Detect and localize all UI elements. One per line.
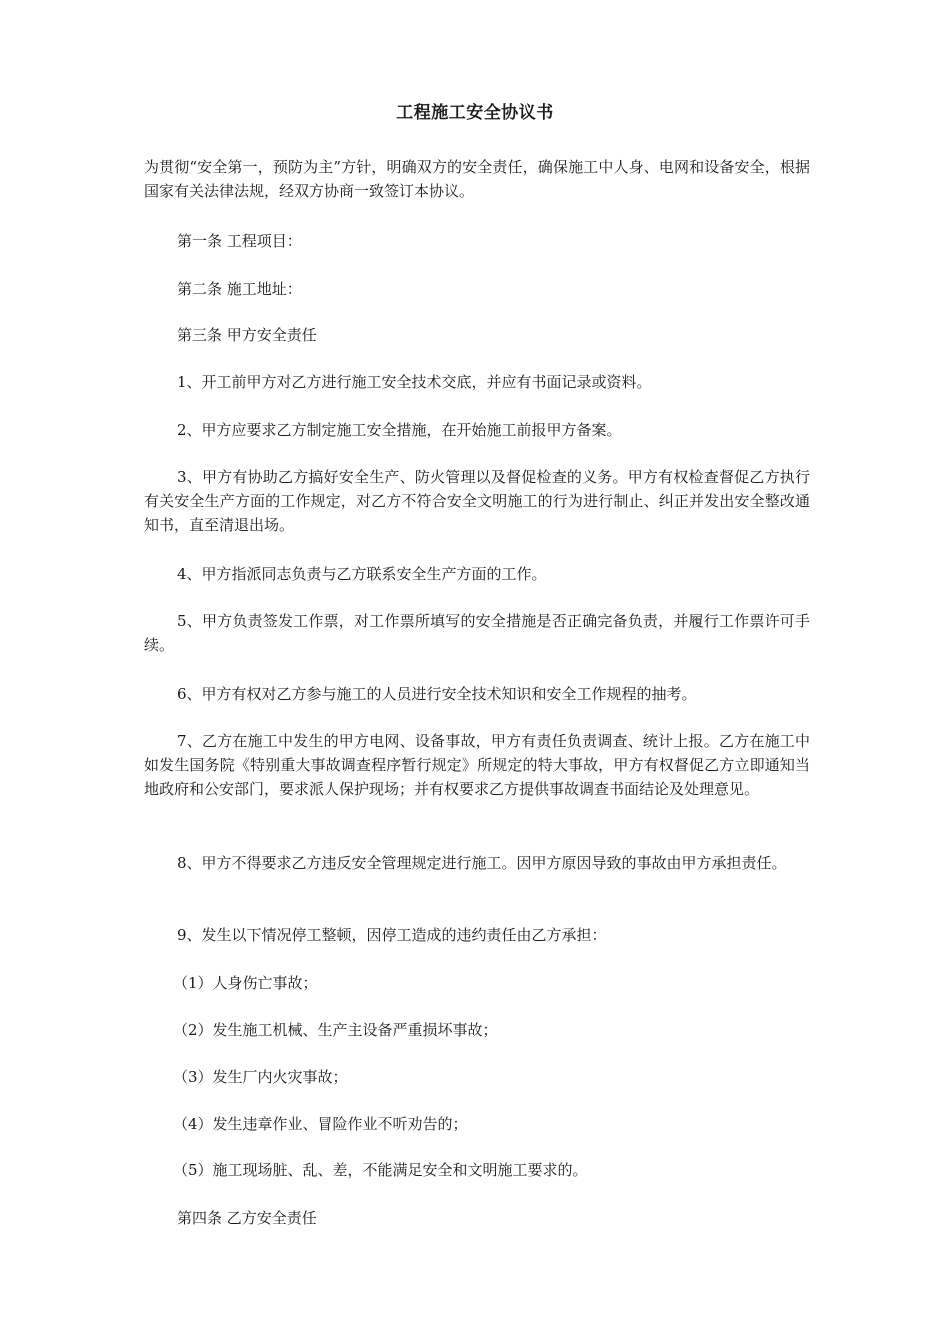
sub-item-1: （1）人身伤亡事故；: [173, 974, 318, 992]
clause-1: 1、开工前甲方对乙方进行施工安全技术交底，并应有书面记录或资料。: [177, 373, 652, 391]
sub-item-4: （4）发生违章作业、冒险作业不听劝告的；: [173, 1115, 468, 1133]
sub-item-5: （5）施工现场脏、乱、差，不能满足安全和文明施工要求的。: [173, 1161, 588, 1179]
sub-item-2: （2）发生施工机械、生产主设备严重损坏事故；: [173, 1021, 498, 1039]
intro-paragraph: 为贯彻“安全第一，预防为主”方针，明确双方的安全责任，确保施工中人身、电网和设备安全，根据国家有关法律法规，经双方协商一致签订本协议。: [144, 158, 810, 200]
clause-9: 9、发生以下情况停工整顿，因停工造成的违约责任由乙方承担：: [177, 926, 607, 944]
article-2: 第二条 施工地址：: [177, 280, 302, 298]
clause-4: 4、甲方指派同志负责与乙方联系安全生产方面的工作。: [177, 565, 547, 583]
sub-item-3: （3）发生厂内火灾事故；: [173, 1068, 348, 1086]
clause-5: 5、甲方负责签发工作票，对工作票所填写的安全措施是否正确完备负责，并履行工作票许可手续。: [144, 612, 810, 654]
article-3-heading: 第三条 甲方安全责任: [177, 326, 317, 344]
clause-2: 2、甲方应要求乙方制定施工安全措施，在开始施工前报甲方备案。: [177, 421, 622, 439]
clause-6: 6、甲方有权对乙方参与施工的人员进行安全技术知识和安全工作规程的抽考。: [177, 685, 697, 703]
document-title: 工程施工安全协议书: [396, 103, 554, 123]
clause-7: 7、乙方在施工中发生的甲方电网、设备事故，甲方有责任负责调查、统计上报。乙方在施工中如发生国务院《特别重大事故调查程序暂行规定》所规定的特大事故，甲方有权督促乙方立即通知当地政府和公安部门，要求派人保护现场；并有权要求乙方提供事故调查书面结论及处理意见。: [144, 732, 810, 798]
clause-8: 8、甲方不得要求乙方违反安全管理规定进行施工。因甲方原因导致的事故由甲方承担责任。: [177, 854, 787, 872]
clause-3: 3、甲方有协助乙方搞好安全生产、防火管理以及督促检查的义务。甲方有权检查督促乙方执行有关安全生产方面的工作规定，对乙方不符合安全文明施工的行为进行制止、纠正并发出安全整改通知书，直至清退出场。: [144, 468, 810, 534]
article-1: 第一条 工程项目：: [177, 232, 302, 250]
article-4-heading: 第四条 乙方安全责任: [177, 1209, 317, 1227]
